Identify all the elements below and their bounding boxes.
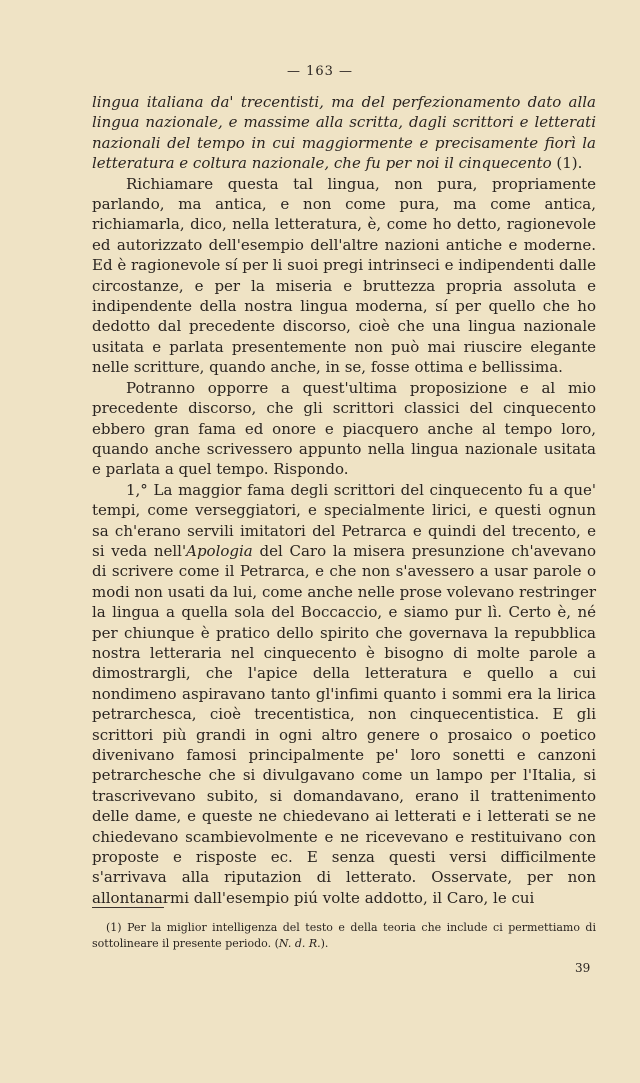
footnote-divider [92,907,164,908]
paragraph-4 [92,480,596,909]
footnote [92,920,596,952]
apologia-title: Apologia [186,541,253,560]
page-number-header: — 163 — [286,64,354,79]
paragraph-4-part-b: del Caro la misera presunzione ch'avevano di scrivere come il Petrarca, e che non s'avessero a usar parole o modi non usati da lui, come anche nelle prose volevano restringer la lingua a quella sola del Boccaccio, e siamo pur lì. Certo è, né per chiunque è pratico dello spirito che governava la repubblica nostra letteraria nel cinquecento è bisogno di molte parole a dimostrargli, che l'apice della letteratura e quello a cui nondimeno aspiravano tanto gl'infimi quanto i sommi era la lirica petrarchesca, cioè trecentistica, non cinquecentistica. E gli scrittori più grandi in ogni altro genere o prosaico o poetico divenivano famosi principalmente pe' loro sonetti e canzoni petrarchesche che si divulgavano come un lampo per l'Italia, si trascrivevano subito, si domandavano, erano il trattenimento delle dame, e queste ne chiedevano ai letterati e i letterati se ne chiedevano scambievolmente e ne ricevevano e restituivano con proposte e risposte ec. E senza questi versi difficilmente s'arrivava alla riputazion di letterato. Osservate, per non allontanarmi dall'esempio piú volte addotto, il Caro, le cui [92,541,596,907]
paragraph-intro [92,92,596,174]
footnote-text-a: (1) Per la miglior intelligenza del testo e della teoria che include ci permettiamo di sottolineare il presente periodo. ( [92,921,596,950]
paragraph-3: Potranno opporre a quest'ultima proposizione e al mio precedente discorso, che gli scrittori classici del cinquecento ebbero gran fama ed onore e piacquero anche al tempo loro, quando anche scrivessero appunto nella lingua nazionale usitata e parlata a quel tempo. Rispondo. [92,378,596,479]
main-text [92,92,596,908]
printer-signature: 39 [575,961,591,975]
footnote-reference: (1). [551,154,583,173]
intro-italic-text: lingua italiana da' trecentisti, ma del perfezionamento dato alla lingua nazionale, e massime alla scritta, dagli scrittori e letterati nazionali del tempo in cui maggiormente e precisamente fiorì la letteratura e coltura nazionale, che fu per noi il cinquecento [92,93,596,173]
paragraph-2: Richiamare questa tal lingua, non pura, propriamente parlando, ma antica, e non come pura, ma come antica, richiamarla, dico, nella letteratura, è, come ho detto, ragionevole ed autorizzato dell'esempio dell'altre nazioni antiche e moderne. Ed è ragionevole sí per li suoi pregi intrinseci e indipendenti dalle circostanze, e per la miseria e bruttezza propria assoluta e indipendente della nostra lingua moderna, sí per quello che ho dedotto dal precedente discorso, cioè che una lingua nazionale usitata e parlata presentemente non può mai riuscire elegante nelle scritture, quando anche, in se, fosse ottima e bellissima. [92,174,596,377]
paragraph-4-part-a: 1,° La maggior fama degli scrittori del cinquecento fu a que' tempi, come verseggiatori, e specialmente lirici, e questi ognun sa ch'erano servili imitatori del Petrarca e quindi del trecento, e si veda nell' [92,480,596,560]
footnote-text-b: ). [320,937,329,950]
footnote-editor-note: N. d. R. [278,937,321,950]
